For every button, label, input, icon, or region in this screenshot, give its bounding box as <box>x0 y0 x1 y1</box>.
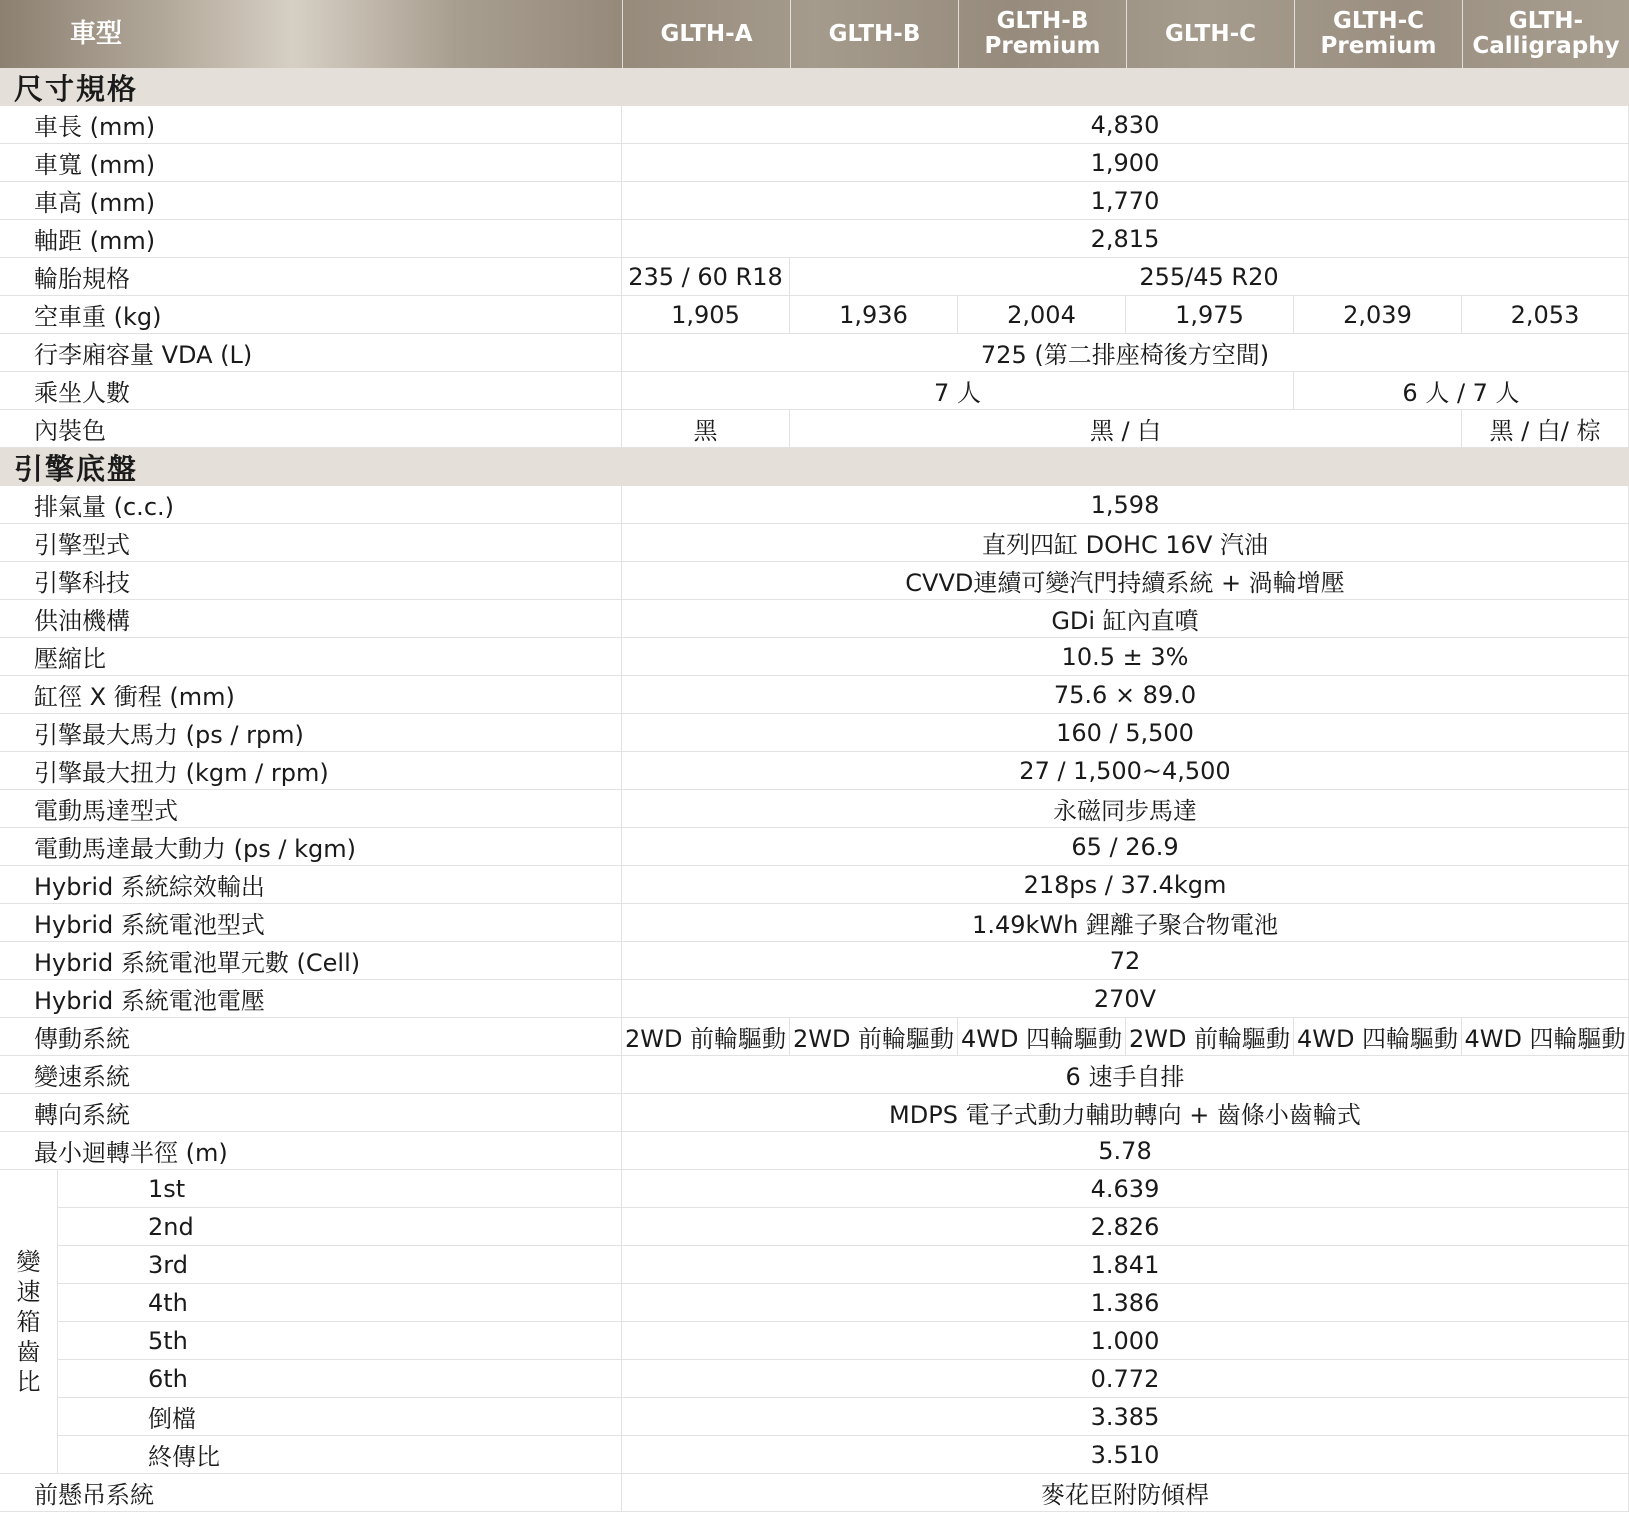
value-cell: 255/45 R20 <box>790 258 1629 296</box>
value-cell: 永磁同步馬達 <box>622 790 1629 828</box>
row-label: 最小迴轉半徑 (m) <box>0 1132 622 1170</box>
value-cell: 6 速手自排 <box>622 1056 1629 1094</box>
header-label: 車型 <box>70 18 123 49</box>
model-header: GLTH-B <box>790 0 958 68</box>
value-cell: 4WD 四輪驅動 <box>1294 1018 1462 1056</box>
value-cell: 27 / 1,500~4,500 <box>622 752 1629 790</box>
gear-label: 4th <box>58 1284 622 1322</box>
row-label: 轉向系統 <box>0 1094 622 1132</box>
gear-label: 2nd <box>58 1208 622 1246</box>
gear-group-char: 箱 <box>16 1307 41 1336</box>
model-header: GLTH-C Premium <box>1294 0 1462 68</box>
value-cell: 直列四缸 DOHC 16V 汽油 <box>622 524 1629 562</box>
value-cell: GDi 缸內直噴 <box>622 600 1629 638</box>
row-label: Hybrid 系統電池電壓 <box>0 980 622 1018</box>
value-cell: 黑 <box>622 410 790 448</box>
row-label: 排氣量 (c.c.) <box>0 486 622 524</box>
row-label: 供油機構 <box>0 600 622 638</box>
value-cell: CVVD連續可變汽門持續系統 + 渦輪增壓 <box>622 562 1629 600</box>
section-title: 引擎底盤 <box>0 448 1629 486</box>
value-cell: 2WD 前輪驅動 <box>1126 1018 1294 1056</box>
gear-group-char: 速 <box>16 1277 41 1306</box>
gear-label: 5th <box>58 1322 622 1360</box>
gear-value: 4.639 <box>622 1170 1629 1208</box>
row-label: Hybrid 系統電池型式 <box>0 904 622 942</box>
model-header: GLTH-C <box>1126 0 1294 68</box>
value-cell: 2,815 <box>622 220 1629 258</box>
gear-value: 2.826 <box>622 1208 1629 1246</box>
gear-label: 6th <box>58 1360 622 1398</box>
gear-group-label <box>0 1170 58 1474</box>
gear-label: 終傳比 <box>58 1436 622 1474</box>
value-cell: 65 / 26.9 <box>622 828 1629 866</box>
value-cell: 5.78 <box>622 1132 1629 1170</box>
gear-value: 1.841 <box>622 1246 1629 1284</box>
row-label: 行李廂容量 VDA (L) <box>0 334 622 372</box>
value-cell: 1,598 <box>622 486 1629 524</box>
value-cell: 1,905 <box>622 296 790 334</box>
row-label: 傳動系統 <box>0 1018 622 1056</box>
value-cell: 4WD 四輪驅動 <box>958 1018 1126 1056</box>
row-label: 引擎最大扭力 (kgm / rpm) <box>0 752 622 790</box>
row-label: 車寬 (mm) <box>0 144 622 182</box>
row-label: 變速系統 <box>0 1056 622 1094</box>
gear-group-char: 變 <box>16 1247 41 1276</box>
row-label: Hybrid 系統電池單元數 (Cell) <box>0 942 622 980</box>
value-cell: 1,936 <box>790 296 958 334</box>
row-label: 車高 (mm) <box>0 182 622 220</box>
row-label: 前懸吊系統 <box>0 1474 622 1512</box>
section-title: 尺寸規格 <box>0 68 1629 106</box>
row-label: 引擎科技 <box>0 562 622 600</box>
row-label: 車長 (mm) <box>0 106 622 144</box>
value-cell: 725 (第二排座椅後方空間) <box>622 334 1629 372</box>
row-label: Hybrid 系統綜效輸出 <box>0 866 622 904</box>
value-cell: 1.49kWh 鋰離子聚合物電池 <box>622 904 1629 942</box>
value-cell: 72 <box>622 942 1629 980</box>
row-label: 引擎型式 <box>0 524 622 562</box>
value-cell: 218ps / 37.4kgm <box>622 866 1629 904</box>
gear-label: 3rd <box>58 1246 622 1284</box>
value-cell: 1,975 <box>1126 296 1294 334</box>
gear-value: 3.385 <box>622 1398 1629 1436</box>
value-cell: MDPS 電子式動力輔助轉向 + 齒條小齒輪式 <box>622 1094 1629 1132</box>
gear-label: 倒檔 <box>58 1398 622 1436</box>
value-cell: 1,900 <box>622 144 1629 182</box>
row-label: 軸距 (mm) <box>0 220 622 258</box>
value-cell: 4,830 <box>622 106 1629 144</box>
gear-value: 0.772 <box>622 1360 1629 1398</box>
value-cell: 4WD 四輪驅動 <box>1462 1018 1629 1056</box>
value-cell: 黑 / 白/ 棕 <box>1462 410 1629 448</box>
value-cell: 75.6 × 89.0 <box>622 676 1629 714</box>
value-cell: 235 / 60 R18 <box>622 258 790 296</box>
row-label: 輪胎規格 <box>0 258 622 296</box>
gear-value: 1.000 <box>622 1322 1629 1360</box>
value-cell: 黑 / 白 <box>790 410 1462 448</box>
model-header: GLTH-A <box>622 0 790 68</box>
value-cell: 麥花臣附防傾桿 <box>622 1474 1629 1512</box>
row-label: 缸徑 X 衝程 (mm) <box>0 676 622 714</box>
value-cell: 1,770 <box>622 182 1629 220</box>
gear-value: 1.386 <box>622 1284 1629 1322</box>
model-header: GLTH- Calligraphy <box>1462 0 1629 68</box>
row-label: 電動馬達最大動力 (ps / kgm) <box>0 828 622 866</box>
row-label: 空車重 (kg) <box>0 296 622 334</box>
gear-group-char: 比 <box>16 1367 41 1396</box>
row-label: 乘坐人數 <box>0 372 622 410</box>
value-cell: 2WD 前輪驅動 <box>622 1018 790 1056</box>
value-cell: 6 人 / 7 人 <box>1294 372 1629 410</box>
value-cell: 270V <box>622 980 1629 1018</box>
value-cell: 7 人 <box>622 372 1294 410</box>
value-cell: 10.5 ± 3% <box>622 638 1629 676</box>
model-header: GLTH-B Premium <box>958 0 1126 68</box>
row-label: 引擎最大馬力 (ps / rpm) <box>0 714 622 752</box>
value-cell: 2WD 前輪驅動 <box>790 1018 958 1056</box>
value-cell: 160 / 5,500 <box>622 714 1629 752</box>
gear-value: 3.510 <box>622 1436 1629 1474</box>
value-cell: 2,039 <box>1294 296 1462 334</box>
row-label: 電動馬達型式 <box>0 790 622 828</box>
value-cell: 2,004 <box>958 296 1126 334</box>
row-label: 內裝色 <box>0 410 622 448</box>
gear-group-char: 齒 <box>16 1337 41 1366</box>
row-label: 壓縮比 <box>0 638 622 676</box>
value-cell: 2,053 <box>1462 296 1629 334</box>
gear-label: 1st <box>58 1170 622 1208</box>
